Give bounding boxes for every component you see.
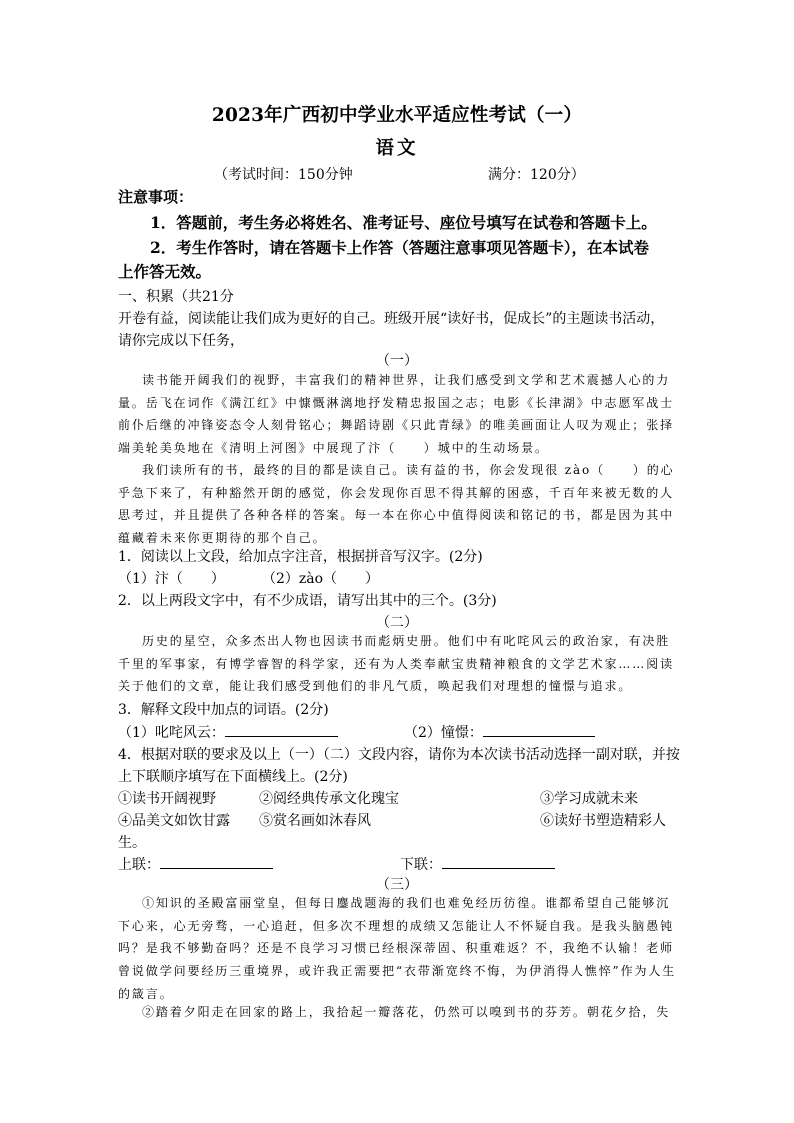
couplet-option-6: ⑥读好书塑造精彩人 <box>540 813 666 829</box>
exam-time: （考试时间：150分钟 <box>214 167 353 183</box>
upper-couplet-label: 上联： <box>118 857 160 873</box>
part-one-paragraph-2: 我们读所有的书，最终的目的都是读自己。读有益的书，你会发现很 zào（ ）的心乎急下来了，有种豁然开朗的感觉，你会发现你百思不得其解的困惑，千百年来被无数的人思考过，并且提供了各种各样的答案。每一本在你心中值得阅读和铭记的书，都是因为其中蕴藏着未来你更期待的那个自己。 <box>118 463 675 546</box>
part-three-paragraph-2: ②踏着夕阳走在回家的路上，我拾起一瓣落花，仍然可以嗅到书的芬芳。朝花夕拾，失 <box>142 1005 671 1019</box>
couplet-option-1: ①读书开阔视野 <box>118 791 216 807</box>
exam-score: 满分：120分） <box>488 167 585 183</box>
question-3-part-a[interactable] <box>118 722 338 742</box>
part-two-mark: （二） <box>376 615 418 631</box>
notice-item-1: 1．答题前，考生务必将姓名、准考证号、座位号填写在试卷和答题卡上。 <box>150 213 657 232</box>
couplet-option-4: ④品美文如饮甘露 <box>118 813 230 829</box>
question-3-part-a-label: （1）叱咤风云： <box>118 725 225 741</box>
question-3-part-b[interactable] <box>404 722 595 742</box>
answer-line[interactable] <box>442 854 555 869</box>
couplet-option-6-continued: 生。 <box>118 835 146 851</box>
part-one-paragraph-1: 读书能开阔我们的视野，丰富我们的精神世界，让我们感受到文学和艺术震撼人心的力量。岳飞在词作《满江红》中慷慨淋漓地抒发精忠报国之志；电影《长津湖》中志愿军战士前仆后继的冲锋姿态令人刻骨铭心；舞蹈诗剧《只此青绿》的唯美画面让人叹为观止；张择端美轮美奂地在《清明上河图》中展现了汴（ ）城中的生动场景。 <box>118 373 675 456</box>
answer-line[interactable] <box>225 722 338 737</box>
question-1: 1．阅读以上文段，给加点字注音，根据拼音写汉字。(2分) <box>118 549 483 565</box>
question-1-part-a[interactable]: （1）汴（ ） <box>118 571 225 587</box>
question-4-line-2: 上下联顺序填写在下面横线上。(2分) <box>118 769 348 785</box>
lower-couplet-label: 下联： <box>400 857 442 873</box>
answer-line[interactable] <box>160 854 273 869</box>
notice-heading: 注意事项： <box>118 188 194 206</box>
section-intro-line-1: 开卷有益，阅读能让我们成为更好的自己。班级开展“读好书，促成长”的主题读书活动， <box>118 311 665 327</box>
section-heading: 一、积累（共21分 <box>118 289 234 305</box>
part-three-mark: （三） <box>376 877 418 893</box>
lower-couplet[interactable] <box>400 854 555 874</box>
question-1-part-b[interactable]: （2）zào（ ） <box>262 571 380 587</box>
couplet-option-5: ⑤赏名画如沐春风 <box>259 813 371 829</box>
couplet-option-2: ②阅经典传承文化瑰宝 <box>259 791 399 807</box>
answer-line[interactable] <box>483 722 595 737</box>
notice-item-2-continued: 上作答无效。 <box>118 262 212 281</box>
question-2: 2．以上两段文字中，有不少成语，请写出其中的三个。(3分) <box>118 593 497 609</box>
couplet-option-3: ③学习成就未来 <box>540 791 638 807</box>
part-two-paragraph: 历史的星空，众多杰出人物也因读书而彪炳史册。他们中有叱咤风云的政治家，有决胜千里的军事家，有博学睿智的科学家，还有为人类奉献宝贵精神粮食的文学艺术家……阅读关于他们的文章，能让我们感受到他们的非凡气质，唤起我们对理想的憧憬与追求。 <box>118 634 675 694</box>
part-one-mark: （一） <box>376 353 418 369</box>
exam-title: 2023年广西初中学业水平适应性考试（一） <box>211 105 583 126</box>
section-intro-line-2: 请你完成以下任务， <box>118 333 244 349</box>
question-3-part-b-label: （2）憧憬： <box>404 725 483 741</box>
subject-title: 语文 <box>375 138 419 159</box>
notice-item-2: 2．考生作答时，请在答题卡上作答（答题注意事项见答题卡），在本试卷 <box>150 238 650 257</box>
question-3: 3．解释文段中加点的词语。(2分) <box>118 702 329 718</box>
part-three-paragraph-1: ①知识的圣殿富丽堂皇，但每日鏖战题海的我们也难免经历彷徨。谁都希望自己能够沉下心来，心无旁骛，一心追赶，但多次不理想的成绩又怎能让人不怀疑自我。是我头脑愚钝吗？是我不够勤奋吗？还是不良学习习惯已经根深蒂固、积重难返？不，我绝不认输！老师曾说做学问要经历三重境界，或许我正需要把“衣带渐宽终不悔，为伊消得人憔悴”作为人生的箴言。 <box>118 896 677 1001</box>
question-4-line-1: 4．根据对联的要求及以上（一）（二）文段内容，请你为本次读书活动选择一副对联，并按 <box>118 747 680 763</box>
upper-couplet[interactable] <box>118 854 273 874</box>
